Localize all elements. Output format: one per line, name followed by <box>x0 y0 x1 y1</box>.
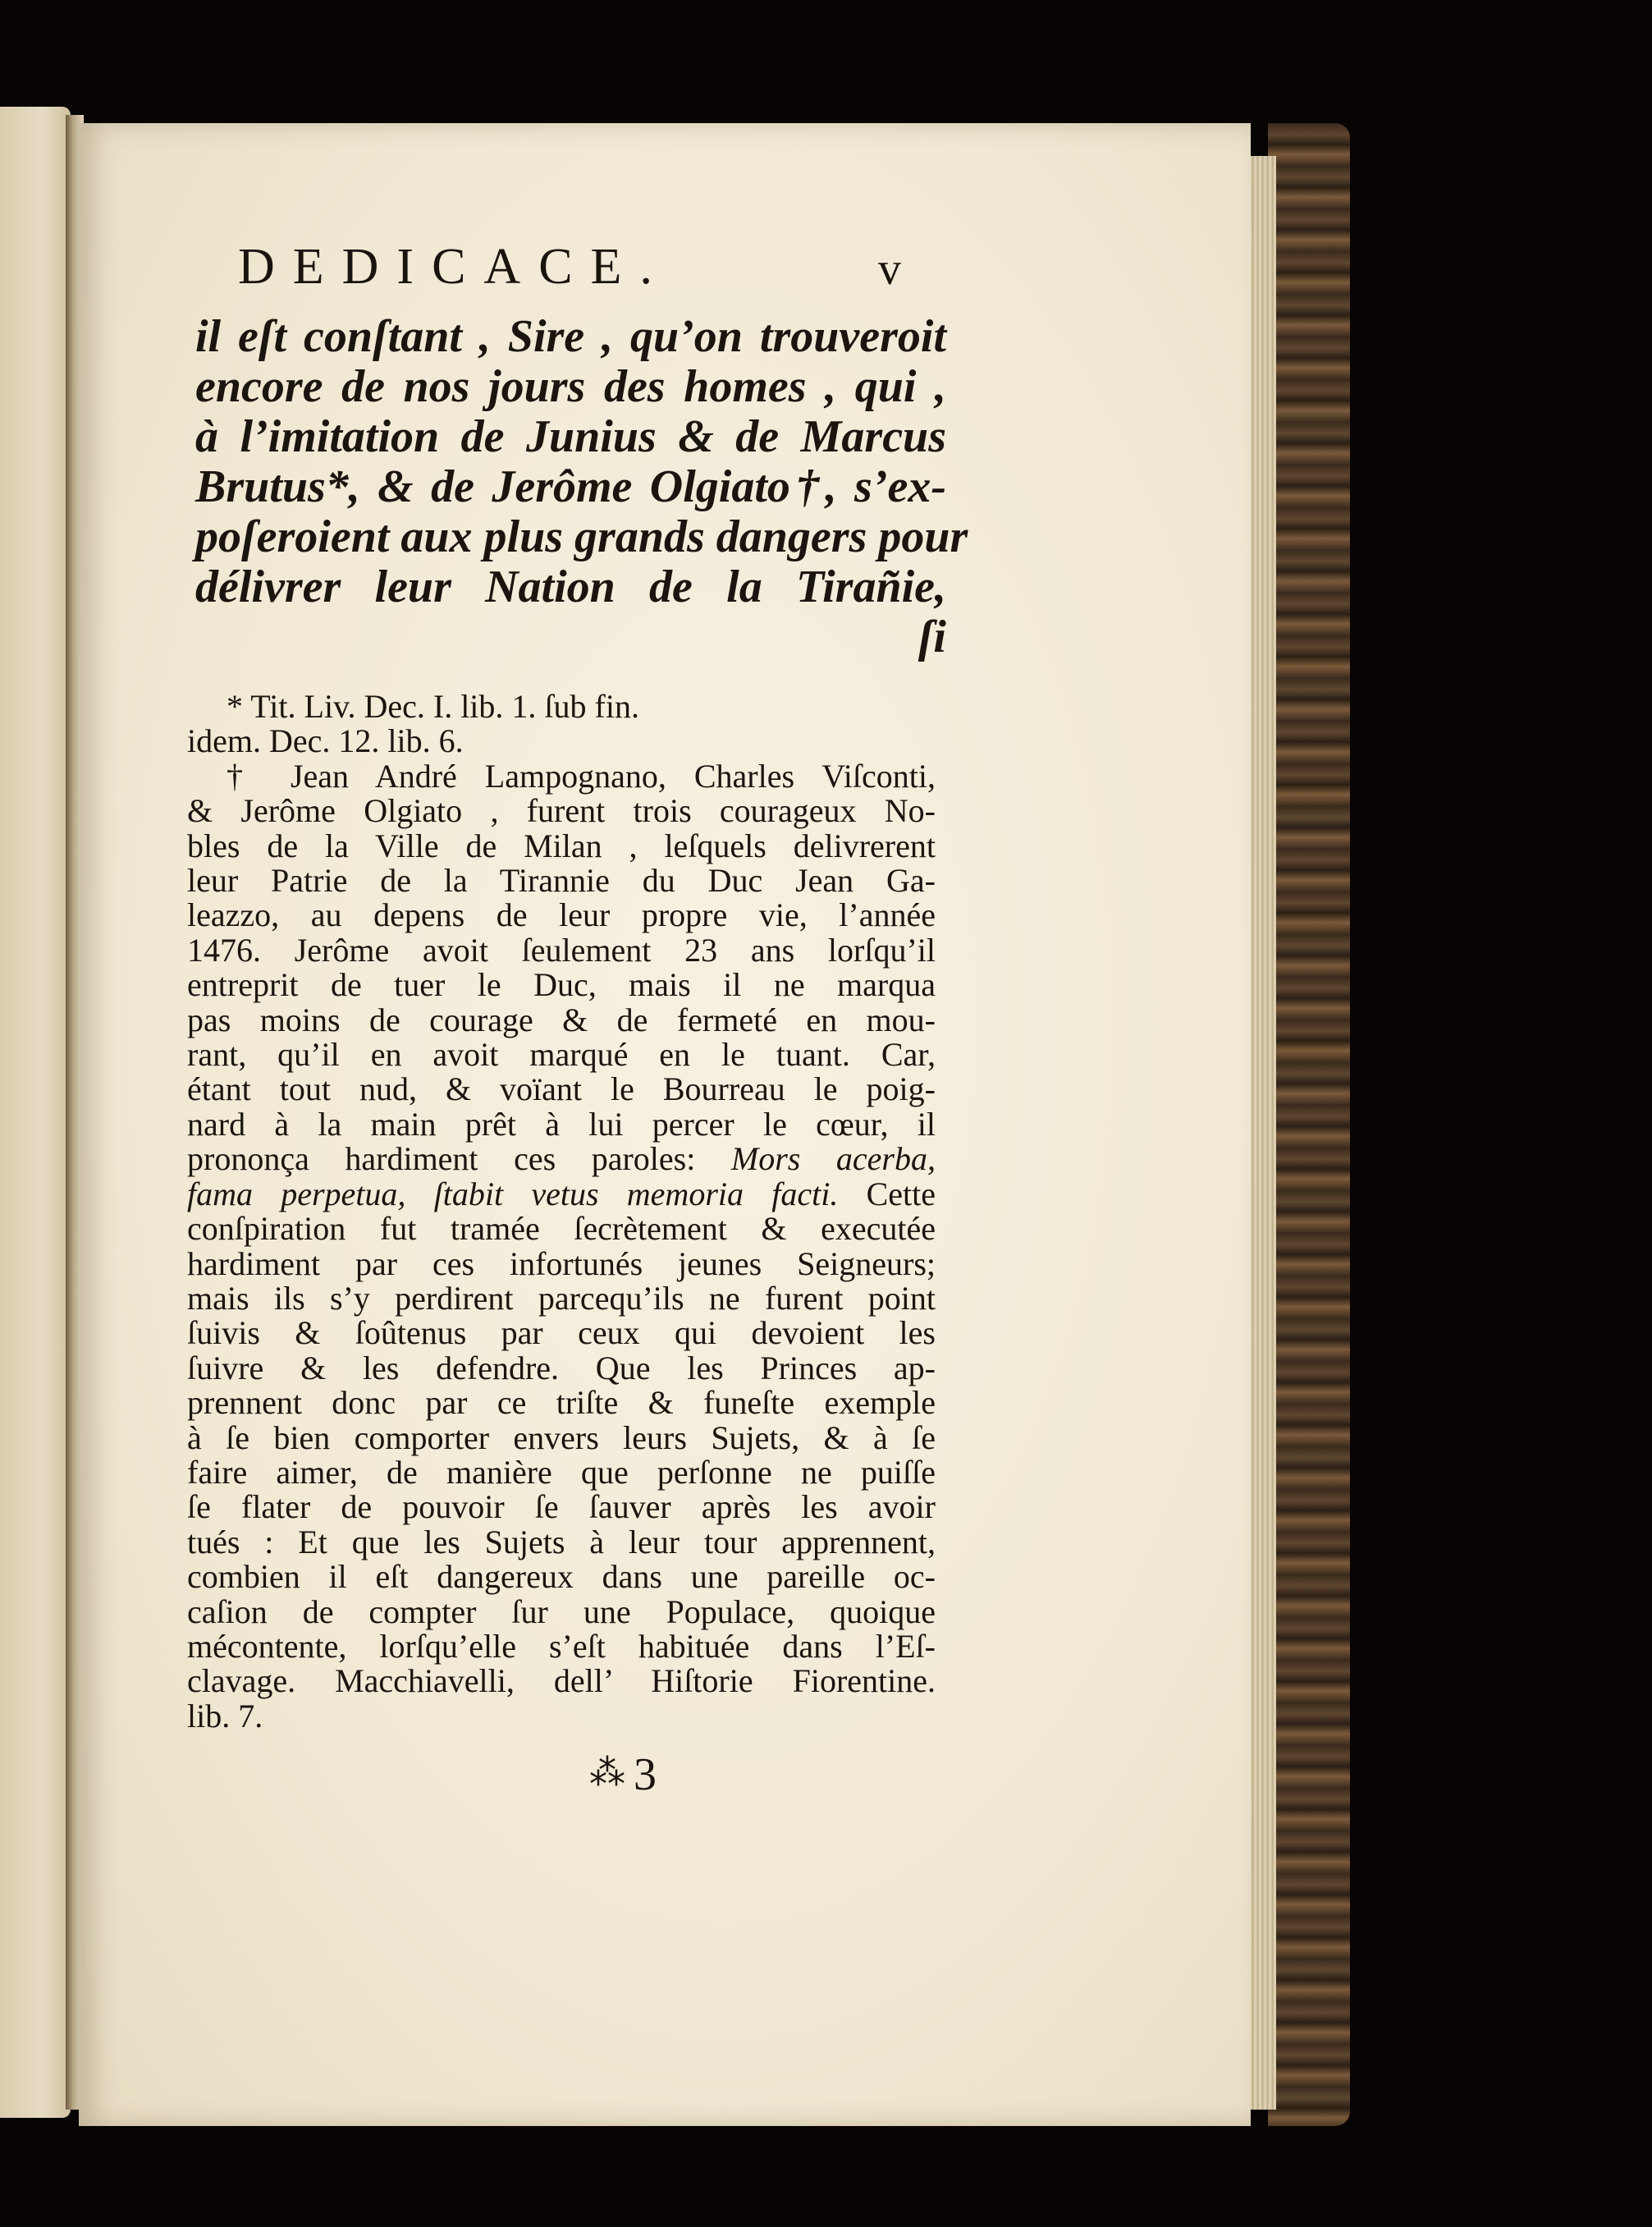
footnote-line: † Jean André Lampognano, Charles Viſconti, <box>227 757 936 795</box>
footnote-line-mixed <box>187 1142 936 1176</box>
footnote-line: & Jerôme Olgiato , furent trois courageux No- <box>187 792 936 830</box>
running-head: DEDICACE. <box>238 239 670 295</box>
footnote-line: clavage. Macchiavelli, dell’ Hiſtorie Fiorentine. <box>187 1662 936 1700</box>
footnote-line: lib. 7. <box>187 1697 263 1734</box>
footnote-line: bles de la Ville de Milan , leſquels delivrerent <box>187 827 936 864</box>
footnote-line: à ſe bien comporter envers leurs Sujets, & à ſe <box>187 1418 936 1456</box>
dedication-line: Brutus*, & de Jerôme Olgiato†, s’ex- <box>195 461 946 512</box>
dedication-line: délivrer leur Nation de la Tirañie, <box>195 561 946 612</box>
previous-page-edge <box>0 107 71 2118</box>
footnote-line: ſuivre & les defendre. Que les Princes ap- <box>187 1349 936 1386</box>
dedication-line: il eſt conſtant , Sire , qu’on trouveroit <box>195 311 946 362</box>
footnote-line: faire aimer, de manière que perſonne ne puiſſe <box>187 1453 936 1491</box>
footnote-line: tués : Et que les Sujets à leur tour apprennent, <box>187 1523 936 1560</box>
catchword: ſi <box>918 612 946 662</box>
signature-mark <box>589 1748 657 1801</box>
footnote-line: prennent donc par ce triſte & funeſte exemple <box>187 1384 936 1422</box>
footnote-line: idem. Dec. 12. lib. 6. <box>187 722 464 760</box>
book-cover-edge <box>1268 123 1350 2126</box>
footnote-line: ſuivis & ſoûtenus par ceux qui devoient les <box>187 1314 936 1352</box>
footnote-line: conſpiration fut tramée ſecrètement & executée <box>187 1210 936 1248</box>
footnote-line: leazzo, au depens de leur propre vie, l’année <box>187 896 936 934</box>
signature-number: 3 <box>634 1749 657 1800</box>
latin-quote: fama perpetua, ſtabit vetus memoria facti. <box>187 1175 839 1212</box>
footnote-line: leur Patrie de la Tirannie du Duc Jean Ga- <box>187 862 936 900</box>
footnote-line: 1476. Jerôme avoit ſeulement 23 ans lorſqu’il <box>187 931 936 969</box>
latin-quote: Mors acerba, <box>730 1140 936 1178</box>
footnote-text: prononça hardiment ces paroles: <box>187 1140 696 1178</box>
footnote-line: pas moins de courage & de fermeté en mou- <box>187 1001 936 1038</box>
footnote-line: caſion de compter ſur une Populace, quoique <box>187 1592 936 1630</box>
footnote-line: mécontente, lorſqu’elle s’eſt habituée dans l’Eſ- <box>187 1627 936 1665</box>
footnote-line: * Tit. Liv. Dec. I. lib. 1. ſub fin. <box>227 688 639 725</box>
dedication-line: encore de nos jours des homes , qui , <box>195 361 946 412</box>
dedication-text <box>195 311 968 662</box>
footnote-line: hardiment par ces infortunés jeunes Seigneurs; <box>187 1244 936 1282</box>
dedication-line: à l’imitation de Junius & de Marcus <box>195 411 946 462</box>
footnote-line: entreprit de tuer le Duc, mais il ne marqua <box>187 966 936 1004</box>
footnote-line: ſe flater de pouvoir ſe ſauver après les avoir <box>187 1488 936 1526</box>
footnote-line: nard à la main prêt à lui percer le cœur, il <box>187 1105 936 1143</box>
footnote-line: combien il eſt dangereux dans une pareille oc- <box>187 1558 936 1596</box>
asterism-icon: ⁂ <box>589 1753 625 1793</box>
footnote-line: étant tout nud, & voïant le Bourreau le poig- <box>187 1070 936 1108</box>
footnote-line-mixed <box>187 1177 936 1212</box>
page-number: v <box>878 244 901 295</box>
footnote-text: Cette <box>866 1175 936 1212</box>
footnote-line: mais ils s’y perdirent parcequ’ils ne furent point <box>187 1279 936 1317</box>
footnotes <box>187 690 936 1734</box>
footnote-line: rant, qu’il en avoit marqué en le tuant. Car, <box>187 1036 936 1074</box>
dedication-line: poſeroient aux plus grands dangers pour <box>195 511 968 562</box>
